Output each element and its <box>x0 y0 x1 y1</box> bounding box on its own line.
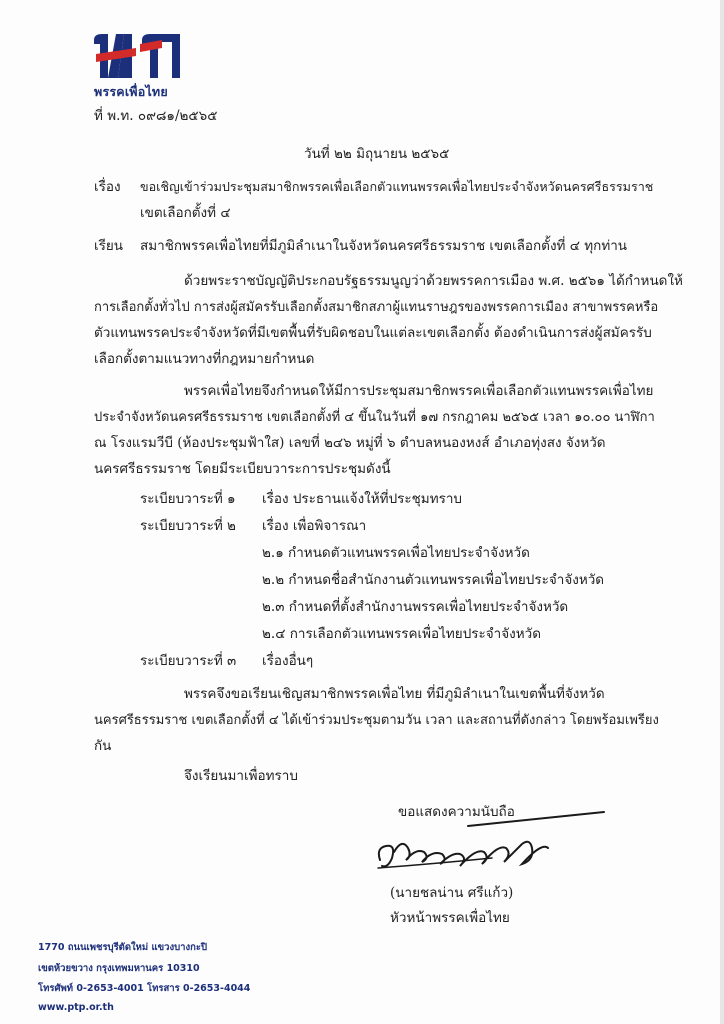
paragraph-1-line: เลือกตั้งตามแนวทางที่กฎหมายกำหนด <box>94 351 315 367</box>
paragraph-2-line: พรรคเพื่อไทยจึงกำหนดให้มีการประชุมสมาชิกพรรคเพื่อเลือกตัวแทนพรรคเพื่อไทย <box>184 383 654 399</box>
paragraph-1-line: การเลือกตั้งทั่วไป การส่งผู้สมัครรับเลือกตั้งสมาชิกสภาผู้แทนราษฎรของพรรคการเมือง สาขาพรรคหรือ <box>94 300 659 315</box>
regards-line: ขอแสดงความนับถือ <box>398 804 515 820</box>
agenda-subitem: ๒.๒ กำหนดชื่อสำนักงานตัวแทนพรรคเพื่อไทยประจำจังหวัด <box>262 572 605 588</box>
agenda-text: เรื่อง ประธานแจ้งให้ที่ประชุมทราบ <box>262 491 463 507</box>
party-name-logo: พรรคเพื่อไทย <box>94 84 168 99</box>
closing-line: จึงเรียนมาเพื่อทราบ <box>184 768 298 784</box>
paragraph-3-line: นครศรีธรรมราช เขตเลือกตั้งที่ ๔ ได้เข้าร่วมประชุมตามวัน เวลา และสถานที่ดังกล่าว โดยพร้อมเพรียง <box>94 713 659 728</box>
to-text: สมาชิกพรรคเพื่อไทยที่มีภูมิลำเนาในจังหวัดนครศรีธรรมราช เขตเลือกตั้งที่ ๔ ทุกท่าน <box>140 238 628 254</box>
agenda-text: เรื่องอื่นๆ <box>262 653 314 669</box>
paragraph-1-line: ตัวแทนพรรคประจำจังหวัดที่มีเขตพื้นที่รับผิดชอบในแต่ละเขตเลือกตั้ง ต้องดำเนินการส่งผู้สมัครรับ <box>94 325 652 341</box>
footer-phone-line: โทรศัพท์ 0-2653-4001 โทรสาร 0-2653-4044 <box>38 983 251 994</box>
paragraph-2-line: นครศรีธรรมราช โดยมีระเบียบวาระการประชุมดังนี้ <box>94 461 391 477</box>
footer-website: www.ptp.or.th <box>38 1002 114 1013</box>
agenda-text: เรื่อง เพื่อพิจารณา <box>262 518 367 534</box>
subject-label: เรื่อง <box>94 179 121 195</box>
agenda-subitem: ๒.๑ กำหนดตัวแทนพรรคเพื่อไทยประจำจังหวัด <box>262 545 530 561</box>
paragraph-2-line: ณ โรงแรมวีบี (ห้องประชุมฟ้าใส) เลขที่ ๒๔๖ หมู่ที่ ๖ ตำบลหนองหงส์ อำเภอทุ่งสง จังหวัด <box>94 435 606 451</box>
signer-title: หัวหน้าพรรคเพื่อไทย <box>390 910 510 926</box>
ptp-logo-icon <box>92 34 182 82</box>
signer-name: (นายชลน่าน ศรีแก้ว) <box>390 885 514 901</box>
subject-line-2: เขตเลือกตั้งที่ ๔ <box>140 205 231 221</box>
agenda-subitem: ๒.๓ กำหนดที่ตั้งสำนักงานพรรคเพื่อไทยประจำจังหวัด <box>262 599 569 615</box>
paragraph-2-line: ประจำจังหวัดนครศรีธรรมราช เขตเลือกตั้งที่ ๔ ขึ้นในวันที่ ๑๗ กรกฎาคม ๒๕๖๕ เวลา ๑๐.๐๐ นาฬิกา <box>94 410 655 425</box>
subject-line-1: ขอเชิญเข้าร่วมประชุมสมาชิกพรรคเพื่อเลือกตัวแทนพรรคเพื่อไทยประจำจังหวัดนครศรีธรรมราช <box>140 179 654 194</box>
page-edge-shadow <box>720 0 724 1024</box>
paragraph-3-line: พรรคจึงขอเรียนเชิญสมาชิกพรรคเพื่อไทย ที่มีภูมิลำเนาในเขตพื้นที่จังหวัด <box>184 686 605 702</box>
to-label: เรียน <box>94 238 124 254</box>
letter-date: วันที่ ๒๒ มิถุนายน ๒๕๖๕ <box>304 146 450 162</box>
document-number: ที่ พ.ท. ๐๙๘๑/๒๕๖๕ <box>94 108 218 124</box>
paragraph-3-line: กัน <box>94 738 112 754</box>
footer-address-line: 1770 ถนนเพชรบุรีตัดใหม่ แขวงบางกะปิ <box>38 942 207 953</box>
agenda-label: ระเบียบวาระที่ ๓ <box>140 653 237 669</box>
footer-address-line: เขตห้วยขวาง กรุงเทพมหานคร 10310 <box>38 963 200 974</box>
paragraph-1-line: ด้วยพระราชบัญญัติประกอบรัฐธรรมนูญว่าด้วยพรรคการเมือง พ.ศ. ๒๕๖๑ ได้กำหนดให้ <box>184 273 683 289</box>
agenda-label: ระเบียบวาระที่ ๒ <box>140 518 236 534</box>
agenda-subitem: ๒.๔ การเลือกตัวแทนพรรคเพื่อไทยประจำจังหวัด <box>262 626 542 642</box>
agenda-label: ระเบียบวาระที่ ๑ <box>140 491 236 507</box>
signature-image <box>372 804 612 878</box>
